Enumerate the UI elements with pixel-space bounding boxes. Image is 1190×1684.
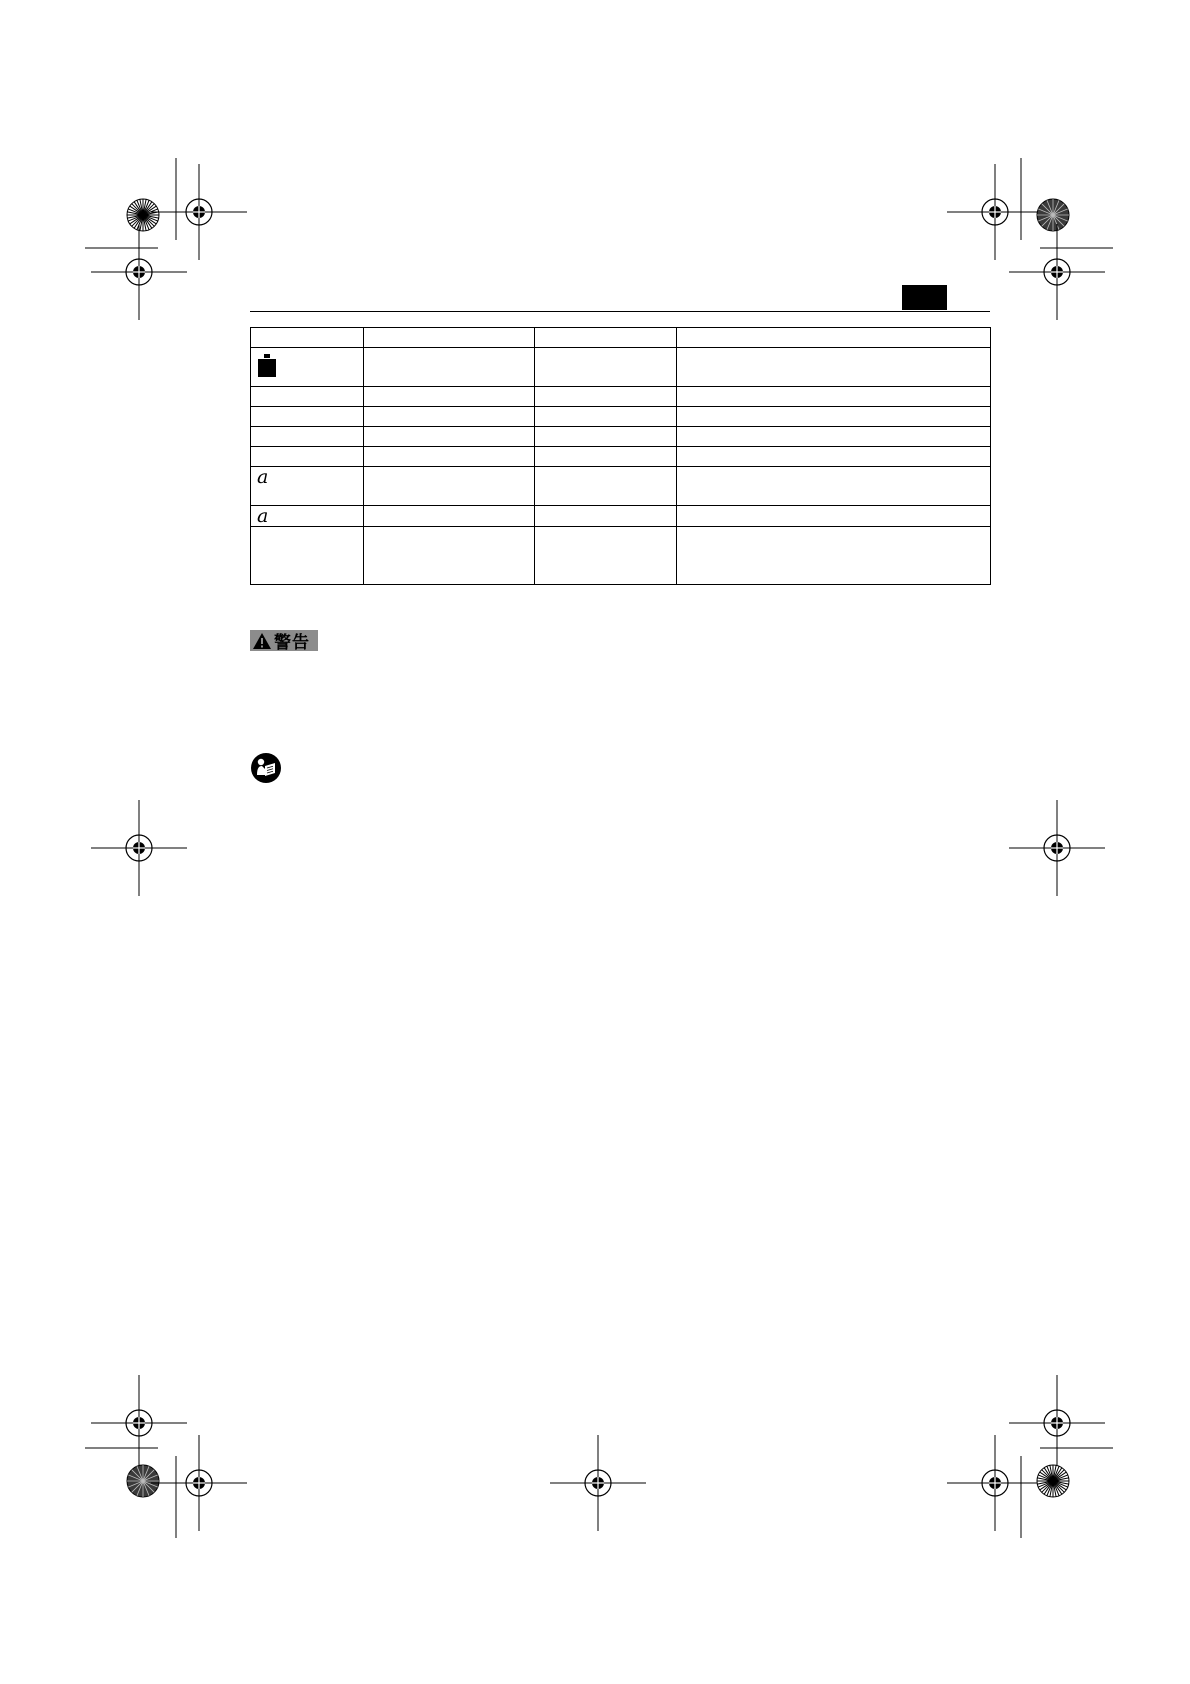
table-cell bbox=[535, 447, 677, 467]
table-cell bbox=[677, 328, 991, 348]
table-cell bbox=[677, 506, 991, 527]
table-cell bbox=[364, 527, 535, 585]
table-cell bbox=[364, 328, 535, 348]
table-cell bbox=[535, 407, 677, 427]
symbol-a: a bbox=[257, 466, 269, 488]
table-row bbox=[251, 328, 991, 348]
table-cell bbox=[364, 407, 535, 427]
table-cell bbox=[677, 467, 991, 506]
spec-table bbox=[250, 327, 991, 585]
table-cell bbox=[677, 407, 991, 427]
table-cell bbox=[677, 427, 991, 447]
table-cell bbox=[251, 447, 364, 467]
symbol-a: a bbox=[257, 505, 269, 527]
table-cell bbox=[535, 348, 677, 387]
table-cell bbox=[677, 527, 991, 585]
table-row bbox=[251, 407, 991, 427]
table-cell bbox=[535, 506, 677, 527]
table-cell bbox=[677, 387, 991, 407]
table-cell bbox=[677, 447, 991, 467]
read-manual-icon bbox=[251, 753, 281, 783]
table-row bbox=[251, 527, 991, 585]
table-cell bbox=[364, 506, 535, 527]
table-cell bbox=[535, 387, 677, 407]
table-cell bbox=[251, 407, 364, 427]
table-cell bbox=[251, 387, 364, 407]
header-rule bbox=[250, 311, 990, 312]
table-row bbox=[251, 427, 991, 447]
table-cell bbox=[535, 427, 677, 447]
table-cell bbox=[251, 348, 364, 387]
table-row bbox=[251, 348, 991, 387]
weight-icon bbox=[257, 354, 279, 378]
table-cell bbox=[535, 467, 677, 506]
table-cell bbox=[535, 527, 677, 585]
warning-badge bbox=[250, 630, 318, 651]
table-cell bbox=[364, 427, 535, 447]
table-cell bbox=[251, 427, 364, 447]
table-row bbox=[251, 467, 991, 506]
language-tab bbox=[902, 285, 947, 310]
table-cell bbox=[364, 348, 535, 387]
table-cell bbox=[677, 348, 991, 387]
table-row bbox=[251, 506, 991, 527]
table-row bbox=[251, 387, 991, 407]
table-cell bbox=[364, 387, 535, 407]
table-cell bbox=[364, 447, 535, 467]
warning-triangle-icon bbox=[253, 633, 271, 649]
table-row bbox=[251, 447, 991, 467]
table-cell bbox=[364, 467, 535, 506]
table-cell bbox=[251, 328, 364, 348]
table-cell bbox=[535, 328, 677, 348]
table-cell bbox=[251, 527, 364, 585]
warning-label: 警告 bbox=[274, 633, 310, 653]
table-cell bbox=[251, 506, 364, 527]
table-cell bbox=[251, 467, 364, 506]
